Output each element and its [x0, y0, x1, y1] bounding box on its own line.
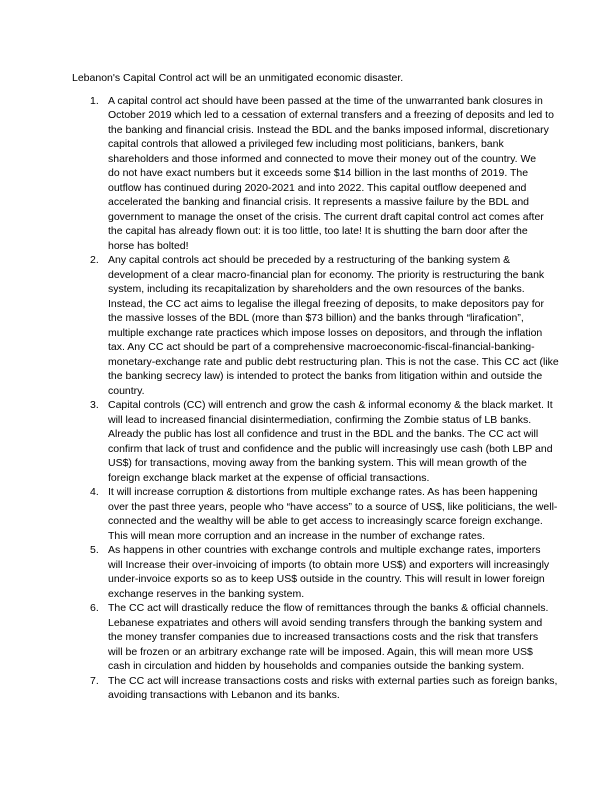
list-item-number: 5.	[90, 544, 99, 557]
list-item-line: October 2019 which led to a cessation of external transfers and a freezing of deposits and led to	[108, 109, 554, 122]
list-item-line: the banking secrecy law) is intended to protect the banks from litigation within and outside the	[108, 370, 543, 383]
list-item-line: As happens in other countries with exchange controls and multiple exchange rates, importers	[108, 544, 541, 557]
list-item-line: system, including its recapitalization by shareholders and the own resources of the banks.	[108, 283, 525, 296]
list-item-line: tax. Any CC act should be part of a comprehensive macroeconomic-fiscal-financial-banking-	[108, 341, 535, 354]
list-item-line: development of a clear macro-financial plan for economy. The priority is restructuring the bank	[108, 268, 545, 281]
numbered-list	[72, 94, 572, 703]
list-item-line: capital controls that allowed a privileged few including most politicians, bankers, bank	[108, 138, 504, 151]
list-item-number: 6.	[90, 602, 99, 615]
list-item-line: the capital has already flown out: it is too little, too late! It is shutting the barn door after the	[108, 225, 528, 238]
list-item-line: multiple exchange rate practices which impose losses on depositors, and through the inflation	[108, 326, 543, 339]
list-item-line: This will mean more corruption and an increase in the number of exchange rates.	[108, 529, 486, 542]
list-item-line: avoiding transactions with Lebanon and its banks.	[108, 689, 340, 702]
list-item-line: It will increase corruption & distortions from multiple exchange rates. As has been happening	[108, 486, 538, 499]
document-body	[72, 71, 572, 703]
list-item-2	[72, 253, 572, 398]
list-item-line: Capital controls (CC) will entrench and grow the cash & informal economy & the black market. It	[108, 399, 553, 412]
list-item-line: connected and the wealthy will be able to get access to increasingly scarce foreign exchange.	[108, 515, 543, 528]
list-item-5	[72, 543, 572, 601]
document-title: Lebanon's Capital Control act will be an unmitigated economic disaster.	[72, 72, 404, 84]
list-item-line: will lead to increased financial disintermediation, confirming the Zombie status of LB banks.	[108, 413, 532, 426]
list-item-number: 2.	[90, 254, 99, 267]
list-item-line: Any capital controls act should be preceded by a restructuring of the banking system &	[108, 254, 511, 267]
list-item-3	[72, 398, 572, 485]
list-item-line: The CC act will increase transactions costs and risks with external parties such as foreign banks,	[108, 674, 558, 687]
list-item-line: Lebanese expatriates and others will avoid sending transfers through the banking system and	[108, 616, 543, 629]
list-item-number: 3.	[90, 399, 99, 412]
list-item-6	[72, 601, 572, 674]
list-item-line: do not have exact numbers but it exceeds some $14 billion in the last months of 2019. The	[108, 167, 529, 180]
list-item-number: 4.	[90, 486, 99, 499]
list-item-1	[72, 94, 572, 254]
list-item-line: over the past three years, people who “have access” to a source of US$, like politicians, the well-	[108, 500, 558, 513]
list-item-line: monetary-exchange rate and public debt restructuring plan. This is not the case. This CC act (like	[108, 355, 559, 368]
list-item-line: cash in circulation and hidden by households and companies outside the banking system.	[108, 660, 525, 673]
list-item-line: A capital control act should have been passed at the time of the unwarranted bank closures in	[108, 94, 543, 107]
list-item-line: the massive losses of the BDL (more than $73 billion) and the banks through “lirafication”,	[108, 312, 524, 325]
list-item-line: shareholders and those informed and connected to move their money out of the country. We	[108, 152, 537, 165]
list-item-4	[72, 485, 572, 543]
list-item-line: government to manage the onset of the crisis. The current draft capital control act comes after	[108, 210, 544, 223]
list-item-line: under-invoice exports so as to keep US$ outside in the country. This will result in lower foreign	[108, 573, 545, 586]
list-item-line: The CC act will drastically reduce the flow of remittances through the banks & official channels.	[108, 602, 549, 615]
list-item-line: accelerated the banking and financial crisis. It represents a massive failure by the BDL and	[108, 196, 530, 209]
list-item-line: outflow has continued during 2020-2021 and into 2022. This capital outflow deepened and	[108, 181, 527, 194]
list-item-line: will be frozen or an arbitrary exchange rate will be imposed. Again, this will mean more US$	[108, 645, 533, 658]
list-item-7	[72, 674, 572, 703]
list-item-line: will Increase their over-invoicing of imports (to obtain more US$) and exporters will increasingly	[108, 558, 550, 571]
list-item-line: the banking and financial crisis. Instead the BDL and the banks imposed informal, discretionary	[108, 123, 549, 136]
list-item-line: foreign exchange black market at the expense of official transactions.	[108, 471, 430, 484]
list-item-number: 7.	[90, 674, 99, 687]
list-item-line: Instead, the CC act aims to legalise the illegal freezing of deposits, to make depositors pay for	[108, 297, 544, 310]
list-item-line: exchange reserves in the banking system.	[108, 587, 305, 600]
list-item-line: horse has bolted!	[108, 239, 189, 252]
list-item-line: the money transfer companies due to increased transactions costs and the risk that transfers	[108, 631, 539, 644]
list-item-line: US$) for transactions, moving away from the banking system. This will mean growth of the	[108, 457, 527, 470]
list-item-line: Already the public has lost all confidence and trust in the BDL and the banks. The CC act will	[108, 428, 539, 441]
list-item-line: confirm that lack of trust and confidence and the public will increasingly use cash (both LBP and	[108, 442, 553, 455]
list-item-line: country.	[108, 384, 145, 397]
list-item-number: 1.	[90, 94, 99, 107]
